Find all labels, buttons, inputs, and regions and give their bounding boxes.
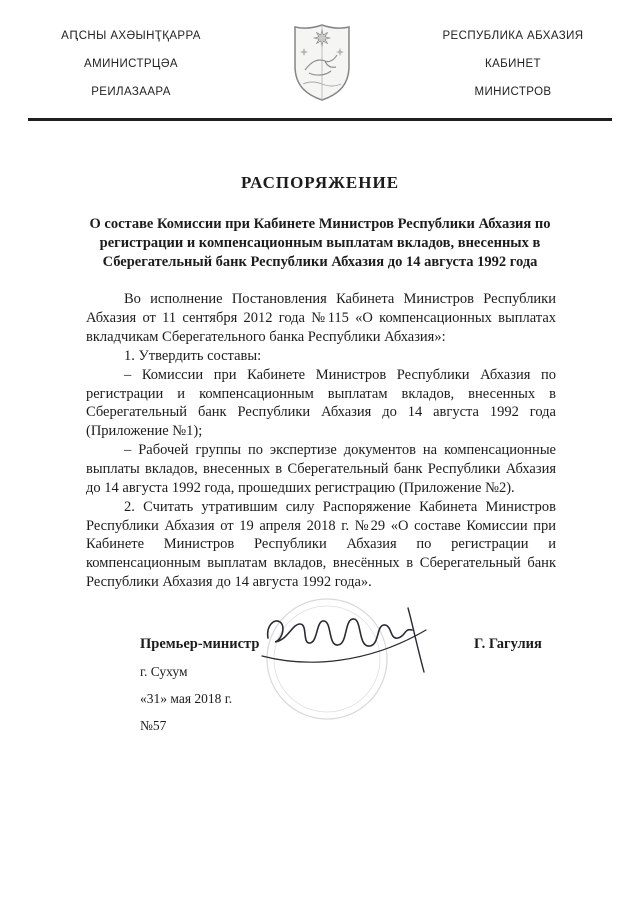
- footer-date: «31» мая 2018 г.: [140, 690, 233, 706]
- header-russian-block: [418, 20, 608, 106]
- header-russian-line: РЕСПУБЛИКА АБХАЗИЯ: [442, 30, 584, 42]
- signature-icon: [258, 590, 443, 675]
- signer-name: Г. Гагулия: [474, 635, 542, 652]
- header-abkhaz-block: [36, 20, 226, 106]
- header-abkhaz-line: АԤСНЫ АХӘЫНҬҚАРРА: [61, 30, 201, 42]
- paragraph-item-1: 1. Утвердить составы:: [124, 347, 262, 364]
- header-russian-line: КАБИНЕТ: [485, 58, 541, 70]
- header-russian-line: МИНИСТРОВ: [474, 86, 552, 98]
- document-title: РАСПОРЯЖЕНИЕ: [240, 173, 400, 192]
- paragraph-item-2: 2. Считать утратившим силу Распоряжение Кабинета Министров Республики Абхазия от 19 апреля 2018 г. №29 «О составе Комиссии при Кабинете Министров Республики Абхазия по регистрации и компенсационным выплатам вкладов, внесённых в Сберегательный банк Республики Абхазия до 14 августа 1992 года».: [86, 498, 556, 591]
- signer-role: Премьер-министр: [140, 635, 260, 652]
- paragraph-workgroup: – Рабочей группы по экспертизе документов на компенсационные выплаты вкладов, внесенных в Сберегательный банк Республики Абхазия до 14 августа 1992 года, прошедших регистрацию (Приложение №2).: [86, 442, 556, 496]
- footer-city: г. Сухум: [140, 663, 188, 679]
- document-body: [86, 290, 556, 592]
- coat-of-arms-icon: [291, 20, 353, 104]
- paragraph-commission: – Комиссии при Кабинете Министров Республики Абхазия по регистрации и компенсационным выплатам вкладов, внесенных в Сберегательный банк Республики Абхазия до 14 августа 1992 года (Приложение №1);: [86, 366, 556, 440]
- header-abkhaz-line: РЕИЛАЗААРА: [91, 86, 171, 98]
- header-abkhaz-line: АМИНИСТРЦӘА: [84, 58, 178, 70]
- footer-number: №57: [140, 717, 167, 733]
- paragraph-preamble: Во исполнение Постановления Кабинета Министров Республики Абхазия от 11 сентября 2012 года №115 «О компенсационных выплатах вкладчикам Сберегательного банка Республики Абхазия»:: [86, 291, 556, 346]
- header-divider: [28, 118, 612, 121]
- document-header: [0, 0, 640, 106]
- signature-block: [0, 608, 640, 660]
- document-subtitle: О составе Комиссии при Кабинете Министров Республики Абхазия по регистрации и компенсационным выплатам вкладов, внесенных в Сберегательный банк Республики Абхазия до 14 августа 1992 года: [89, 216, 551, 271]
